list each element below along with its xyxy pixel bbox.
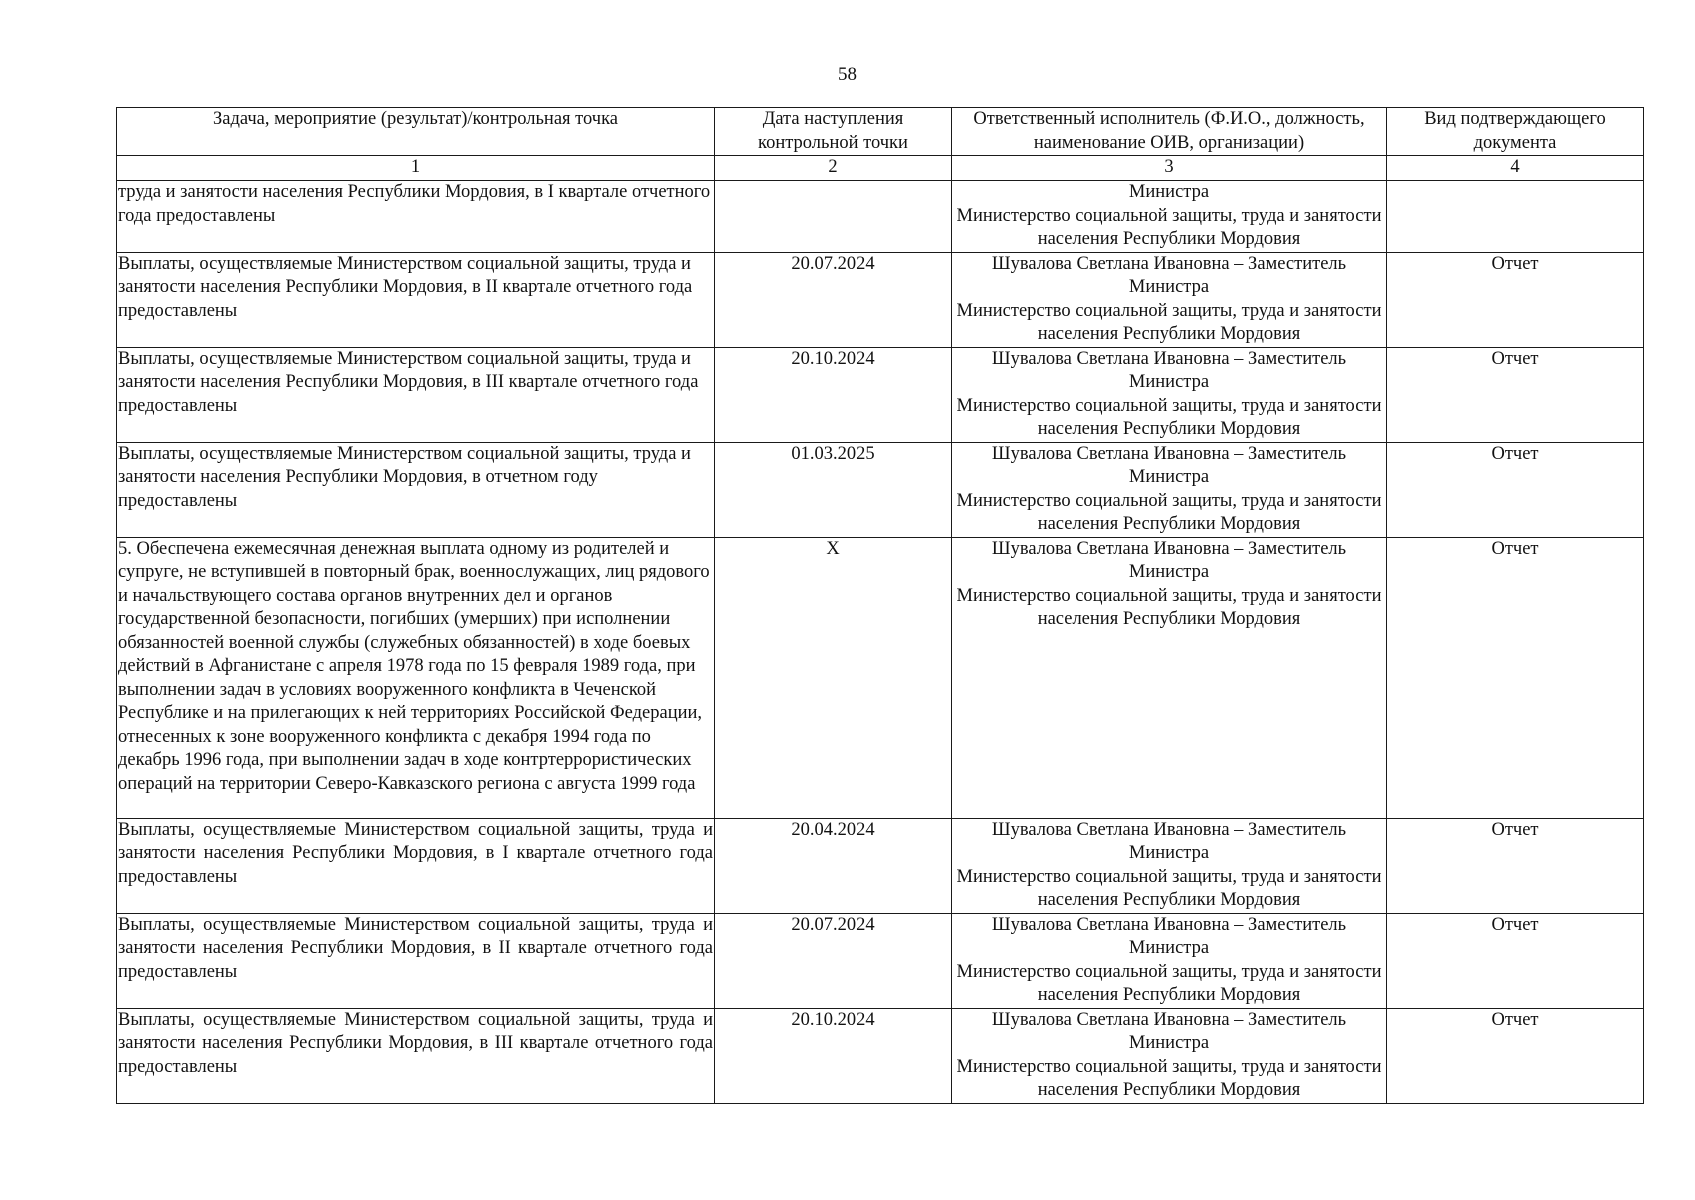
responsible-cell (952, 442, 1387, 537)
table-row (117, 1008, 1644, 1103)
responsible-organization: Министерство социальной защиты, труда и занятости населения Республики Мордовия (956, 1056, 1382, 1100)
table-row (117, 347, 1644, 442)
document-cell: Отчет (1387, 537, 1644, 818)
responsible-person: Шувалова Светлана Ивановна – Заместитель Министра (991, 443, 1347, 487)
date-cell (715, 181, 952, 253)
date-cell: 20.10.2024 (715, 347, 952, 442)
date-cell: 01.03.2025 (715, 442, 952, 537)
document-cell: Отчет (1387, 347, 1644, 442)
column-number: 1 (117, 156, 715, 181)
date-cell: 20.10.2024 (715, 1008, 952, 1103)
task-cell: Выплаты, осуществляемые Министерством социальной защиты, труда и занятости населения Республики Мордовия, в I квартале отчетного года предоставлены (117, 818, 715, 913)
document-cell: Отчет (1387, 818, 1644, 913)
column-number-row (117, 156, 1644, 181)
task-cell: 5. Обеспечена ежемесячная денежная выплата одному из родителей и супруге, не вступившей в повторный брак, военнослужащих, лиц рядового и начальствующего состава органов внутренних дел и органов государственной безопасности, погибших (умерших) при исполнении обязанностей военной службы (служебных обязанностей) в ходе боевых действий в Афганистане с апреля 1978 года по 15 февраля 1989 года, при выполнении задач в условиях вооруженного конфликта в Чеченской Республике и на прилегающих к ней территориях Российской Федерации, отнесенных к зоне вооруженного конфликта с декабря 1994 года по декабрь 1996 года, при выполнении задач в ходе контртеррористических операций на территории Северо-Кавказского региона с августа 1999 года (117, 537, 715, 818)
responsible-cell (952, 1008, 1387, 1103)
responsible-person: Шувалова Светлана Ивановна – Заместитель Министра (991, 914, 1347, 958)
responsible-cell (952, 347, 1387, 442)
responsible-person: Шувалова Светлана Ивановна – Заместитель Министра (991, 538, 1347, 582)
column-number: 4 (1387, 156, 1644, 181)
page-number: 58 (838, 64, 857, 85)
responsible-person: Шувалова Светлана Ивановна – Заместитель Министра (991, 819, 1347, 863)
responsible-organization: Министерство социальной защиты, труда и занятости населения Республики Мордовия (956, 300, 1382, 344)
header-task: Задача, мероприятие (результат)/контрольная точка (117, 108, 715, 156)
task-cell: Выплаты, осуществляемые Министерством социальной защиты, труда и занятости населения Республики Мордовия, в II квартале отчетного года предоставлены (117, 252, 715, 347)
responsible-cell (952, 537, 1387, 818)
task-cell: Выплаты, осуществляемые Министерством социальной защиты, труда и занятости населения Республики Мордовия, в III квартале отчетного года предоставлены (117, 347, 715, 442)
header-date: Дата наступления контрольной точки (715, 108, 952, 156)
column-number: 3 (952, 156, 1387, 181)
responsible-organization: Министерство социальной защиты, труда и занятости населения Республики Мордовия (956, 490, 1382, 534)
table-row (117, 537, 1644, 818)
column-number: 2 (715, 156, 952, 181)
responsible-organization: Министерство социальной защиты, труда и занятости населения Республики Мордовия (956, 866, 1382, 910)
header-responsible: Ответственный исполнитель (Ф.И.О., должность, наименование ОИВ, организации) (952, 108, 1387, 156)
responsible-position: Министра (1128, 182, 1210, 202)
responsible-cell (952, 181, 1387, 253)
task-cell: Выплаты, осуществляемые Министерством социальной защиты, труда и занятости населения Республики Мордовия, в отчетном году предоставлены (117, 442, 715, 537)
table-row (117, 818, 1644, 913)
date-cell: 20.07.2024 (715, 252, 952, 347)
table-row (117, 913, 1644, 1008)
date-cell: 20.07.2024 (715, 913, 952, 1008)
responsible-organization: Министерство социальной защиты, труда и занятости населения Республики Мордовия (956, 585, 1382, 629)
task-cell: труда и занятости населения Республики Мордовия, в I квартале отчетного года предоставлены (117, 181, 715, 253)
responsible-person: Шувалова Светлана Ивановна – Заместитель Министра (991, 253, 1347, 297)
table-row (117, 181, 1644, 253)
responsible-person: Шувалова Светлана Ивановна – Заместитель Министра (991, 348, 1347, 392)
table-header-row (117, 108, 1644, 156)
date-cell: Х (715, 537, 952, 818)
document-cell: Отчет (1387, 252, 1644, 347)
responsible-organization: Министерство социальной защиты, труда и занятости населения Республики Мордовия (956, 961, 1382, 1005)
table-row (117, 442, 1644, 537)
responsible-cell (952, 913, 1387, 1008)
table-row (117, 252, 1644, 347)
document-cell: Отчет (1387, 913, 1644, 1008)
document-cell: Отчет (1387, 1008, 1644, 1103)
task-cell: Выплаты, осуществляемые Министерством социальной защиты, труда и занятости населения Республики Мордовия, в II квартале отчетного года предоставлены (117, 913, 715, 1008)
responsible-cell (952, 252, 1387, 347)
document-cell (1387, 181, 1644, 253)
responsible-organization: Министерство социальной защиты, труда и занятости населения Республики Мордовия (956, 395, 1382, 439)
task-cell: Выплаты, осуществляемые Министерством социальной защиты, труда и занятости населения Республики Мордовия, в III квартале отчетного года предоставлены (117, 1008, 715, 1103)
responsible-cell (952, 818, 1387, 913)
header-document: Вид подтверждающего документа (1387, 108, 1644, 156)
responsible-organization: Министерство социальной защиты, труда и занятости населения Республики Мордовия (956, 205, 1382, 249)
responsible-person: Шувалова Светлана Ивановна – Заместитель Министра (991, 1009, 1347, 1053)
control-points-table (116, 107, 1644, 1104)
document-cell: Отчет (1387, 442, 1644, 537)
date-cell: 20.04.2024 (715, 818, 952, 913)
